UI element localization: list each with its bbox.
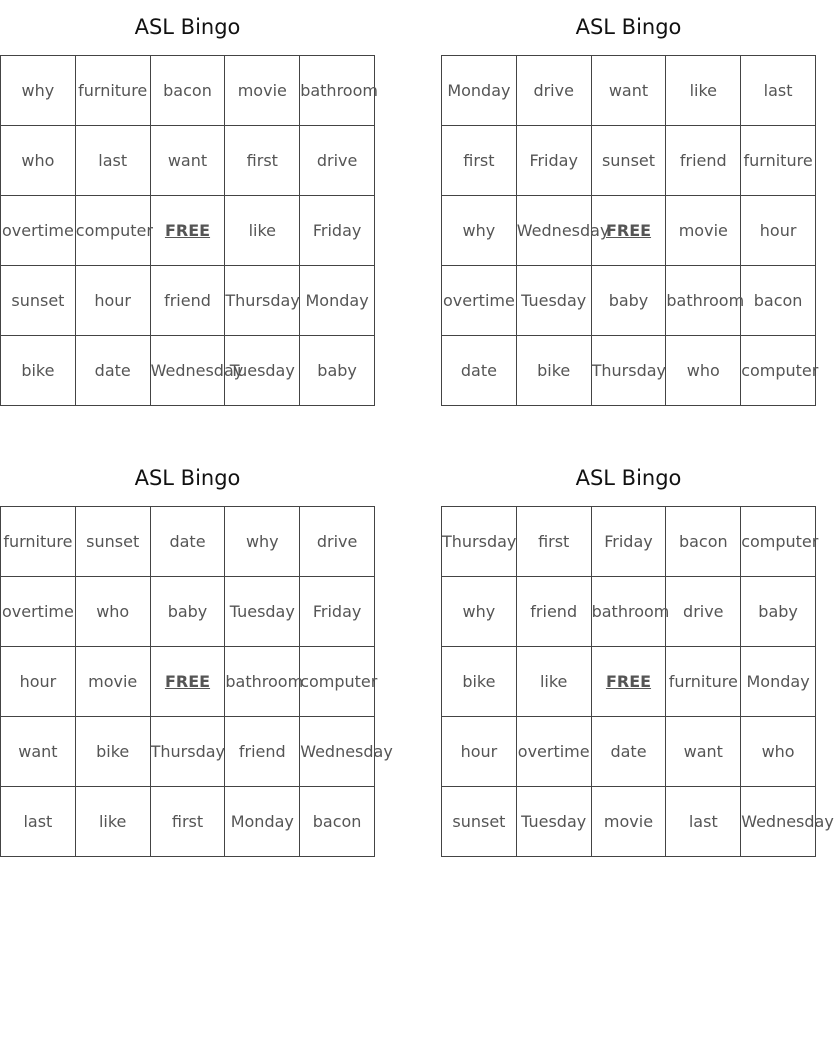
bingo-cell: Monday xyxy=(741,647,816,717)
bingo-cell: drive xyxy=(516,56,591,126)
grid-row xyxy=(442,196,816,266)
bingo-cell: last xyxy=(75,126,150,196)
bingo-cell: Friday xyxy=(591,507,666,577)
bingo-cell: Monday xyxy=(300,266,375,336)
bingo-cell: movie xyxy=(591,787,666,857)
bingo-cell: first xyxy=(516,507,591,577)
bingo-cell: who xyxy=(666,336,741,406)
bingo-cell: date xyxy=(591,717,666,787)
bingo-cell: bathroom xyxy=(666,266,741,336)
bingo-cell: movie xyxy=(666,196,741,266)
bingo-cell: baby xyxy=(591,266,666,336)
bingo-cell: hour xyxy=(1,647,76,717)
grid-row xyxy=(442,577,816,647)
grid-row xyxy=(1,266,375,336)
bingo-cell: like xyxy=(516,647,591,717)
bingo-cell: Wednesday xyxy=(300,717,375,787)
bingo-cell: computer xyxy=(300,647,375,717)
bingo-cell: first xyxy=(150,787,225,857)
grid-row xyxy=(442,647,816,717)
grid-row xyxy=(1,647,375,717)
bingo-cell: bathroom xyxy=(591,577,666,647)
bingo-cell: Tuesday xyxy=(516,266,591,336)
bingo-cell: baby xyxy=(741,577,816,647)
bingo-cell: bacon xyxy=(741,266,816,336)
bingo-cell: date xyxy=(442,336,517,406)
grid-row xyxy=(1,787,375,857)
bingo-cell: baby xyxy=(150,577,225,647)
free-cell: FREE xyxy=(150,196,225,266)
bingo-cell: movie xyxy=(75,647,150,717)
grid-row xyxy=(1,336,375,406)
grid-row xyxy=(1,126,375,196)
bingo-cell: like xyxy=(75,787,150,857)
bingo-cell: want xyxy=(591,56,666,126)
grid-row xyxy=(1,56,375,126)
bingo-cell: computer xyxy=(741,336,816,406)
bingo-cell: bathroom xyxy=(225,647,300,717)
bingo-cell: Thursday xyxy=(225,266,300,336)
bingo-cell: like xyxy=(666,56,741,126)
bingo-cell: bike xyxy=(1,336,76,406)
bingo-cell: overtime xyxy=(516,717,591,787)
bingo-cell: furniture xyxy=(741,126,816,196)
bingo-cell: sunset xyxy=(591,126,666,196)
bingo-cell: baby xyxy=(300,336,375,406)
grid-row xyxy=(1,717,375,787)
bingo-cell: Tuesday xyxy=(225,577,300,647)
bingo-cell: hour xyxy=(442,717,517,787)
free-cell: FREE xyxy=(591,647,666,717)
bingo-cell: Tuesday xyxy=(225,336,300,406)
bingo-cell: why xyxy=(442,577,517,647)
grid-row xyxy=(442,336,816,406)
grid-row xyxy=(1,196,375,266)
bingo-cell: overtime xyxy=(1,196,76,266)
grid-row xyxy=(1,507,375,577)
bingo-cell: bacon xyxy=(150,56,225,126)
grid-row xyxy=(442,717,816,787)
bingo-cell: Wednesday xyxy=(150,336,225,406)
bingo-cell: like xyxy=(225,196,300,266)
grid-row xyxy=(442,56,816,126)
grid-row xyxy=(442,266,816,336)
card-title: ASL Bingo xyxy=(575,466,682,490)
bingo-cell: computer xyxy=(75,196,150,266)
bingo-cell: Thursday xyxy=(442,507,517,577)
bingo-cell: furniture xyxy=(1,507,76,577)
bingo-cell: first xyxy=(225,126,300,196)
bingo-grid xyxy=(0,506,393,857)
bingo-cell: bike xyxy=(75,717,150,787)
bingo-cell: hour xyxy=(75,266,150,336)
bingo-cell: Thursday xyxy=(591,336,666,406)
bingo-grid xyxy=(441,506,834,857)
bingo-cell: drive xyxy=(300,126,375,196)
bingo-cell: sunset xyxy=(1,266,76,336)
bingo-cell: last xyxy=(1,787,76,857)
bingo-cell: hour xyxy=(741,196,816,266)
bingo-cell: movie xyxy=(225,56,300,126)
bingo-cell: Tuesday xyxy=(516,787,591,857)
grid-row xyxy=(1,577,375,647)
bingo-cell: sunset xyxy=(442,787,517,857)
bingo-grid xyxy=(0,55,378,406)
bingo-cell: Friday xyxy=(300,577,375,647)
bingo-cell: friend xyxy=(516,577,591,647)
bingo-cell: Friday xyxy=(516,126,591,196)
bingo-cell: bacon xyxy=(300,787,375,857)
bingo-cell: Wednesday xyxy=(741,787,816,857)
card-title: ASL Bingo xyxy=(134,15,241,39)
bingo-cell: who xyxy=(75,577,150,647)
bingo-cell: date xyxy=(150,507,225,577)
bingo-cell: friend xyxy=(666,126,741,196)
bingo-cell: why xyxy=(1,56,76,126)
bingo-grid xyxy=(441,55,819,406)
free-cell: FREE xyxy=(591,196,666,266)
bingo-cell: overtime xyxy=(442,266,517,336)
bingo-cell: bike xyxy=(516,336,591,406)
bingo-cell: bacon xyxy=(666,507,741,577)
bingo-cell: friend xyxy=(225,717,300,787)
bingo-card-1 xyxy=(0,0,378,406)
bingo-cell: bathroom xyxy=(300,56,375,126)
bingo-cell: furniture xyxy=(666,647,741,717)
bingo-cell: Friday xyxy=(300,196,375,266)
grid-row xyxy=(442,507,816,577)
card-title: ASL Bingo xyxy=(134,466,241,490)
bingo-cell: want xyxy=(1,717,76,787)
bingo-cell: friend xyxy=(150,266,225,336)
grid-row xyxy=(442,787,816,857)
bingo-cell: computer xyxy=(741,507,816,577)
bingo-cell: who xyxy=(741,717,816,787)
bingo-cell: last xyxy=(741,56,816,126)
bingo-cell: why xyxy=(225,507,300,577)
bingo-cell: drive xyxy=(666,577,741,647)
bingo-card-2 xyxy=(441,0,819,406)
bingo-cell: overtime xyxy=(1,577,76,647)
bingo-cell: date xyxy=(75,336,150,406)
free-cell: FREE xyxy=(150,647,225,717)
bingo-cell: Thursday xyxy=(150,717,225,787)
bingo-cell: Wednesday xyxy=(516,196,591,266)
bingo-cell: want xyxy=(150,126,225,196)
bingo-cell: why xyxy=(442,196,517,266)
bingo-cell: who xyxy=(1,126,76,196)
bingo-cell: bike xyxy=(442,647,517,717)
bingo-card-4 xyxy=(441,451,834,857)
bingo-cell: furniture xyxy=(75,56,150,126)
bingo-cell: last xyxy=(666,787,741,857)
bingo-cell: Monday xyxy=(442,56,517,126)
bingo-cell: drive xyxy=(300,507,375,577)
grid-row xyxy=(442,126,816,196)
bingo-cell: Monday xyxy=(225,787,300,857)
bingo-cell: first xyxy=(442,126,517,196)
card-title: ASL Bingo xyxy=(575,15,682,39)
bingo-cell: want xyxy=(666,717,741,787)
bingo-card-3 xyxy=(0,451,393,857)
bingo-cell: sunset xyxy=(75,507,150,577)
